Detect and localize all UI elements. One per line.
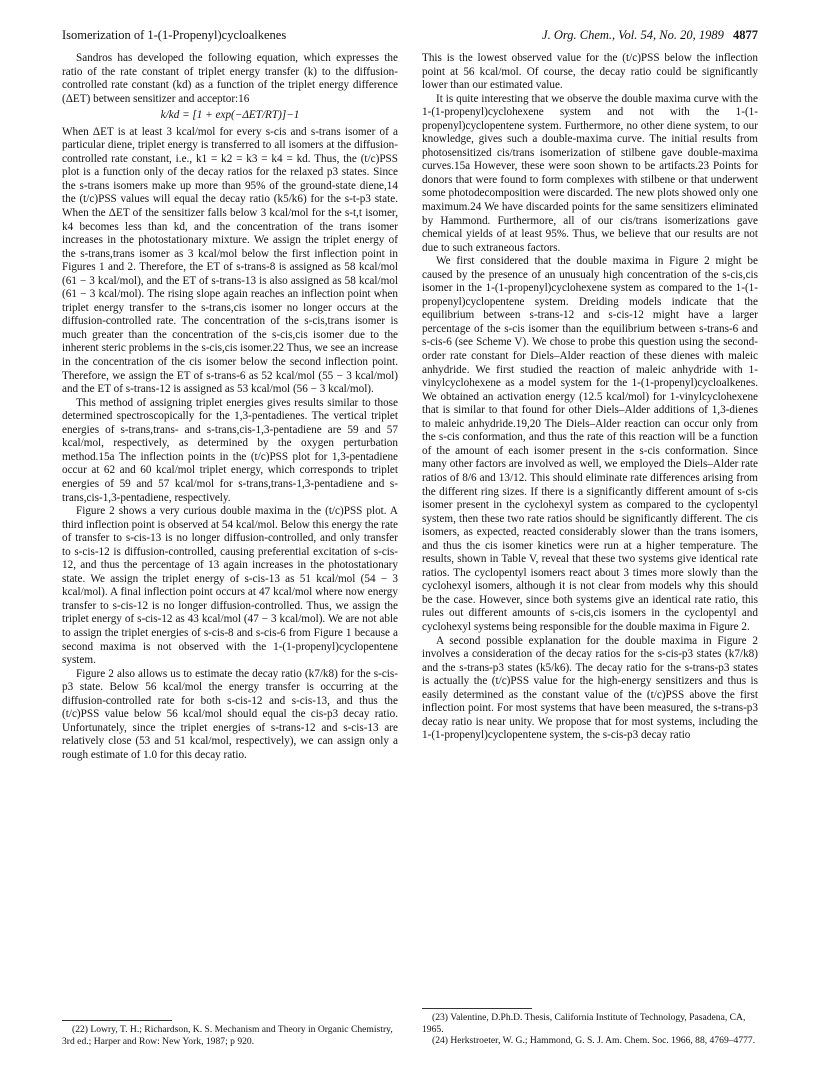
- paragraph: We first considered that the double maxima in Figure 2 might be caused by the presence of an unusualy high concentration of the s-cis,cis isomer in the 1-(1-propenyl)cyclohexene system as compared to the 1-(1-propenyl)cyclopentene system. Dreiding models indicate that the equilibrium between s-trans-12 and s-cis-12 might have a larger percentage of the s-cis isomer than the equilibrium between s-trans-6 and s-cis-6 (see Scheme V). We chose to probe this question using the second-order rate constant for Diels–Alder reaction of these dienes with maleic anhydride. We first studied the reaction of maleic anhydride with 1-vinylcyclohexene as a model system for the 1-(1-propenyl)cycloalkenes. We obtained an activation energy (12.5 kcal/mol) for 1-vinylcyclohexene that is similar to that found for other Diels–Alder additions of 1,3-dienes to maleic anhydride.19,20 The Diels–Alder reaction can occur only from the s-cis conformation, and thus the rate of this reaction will be a function of the amount of each isomer present in the s-cis conformation. Since many other factors are involved as well, we employed the Diels–Alder rate ratios of 8/6 and 13/12. This should eliminate rate differences arising from the different ring sizes. If there is a significantly different amount of s-cis isomer present in the cyclohexyl system as compared to the cyclopentyl system, then these two rate ratios should be significantly different. The cis isomers, as expected, reacted considerably slower than the trans isomers, and thus the cis isomer kinetics were run at a higher temperature. The results, shown in Table V, reveal that these two systems give identical rate ratios. The cyclopentyl isomers react about 3 times more slowly than the cyclohexyl isomers, although it is not clear from models why this should be the case. However, since both systems give an identical rate ratio, this rules out different amounts of s-cis,cis isomers in the cyclopentyl and cyclohexyl systems being responsible for the double maxima in Figure 2.: [422, 255, 758, 633]
- left-footnotes: [62, 1014, 398, 1047]
- footnote: (22) Lowry, T. H.; Richardson, K. S. Mechanism and Theory in Organic Chemistry, 3rd ed.; Harper and Row: New York, 1987; p 920.: [62, 1024, 393, 1047]
- paragraph: This method of assigning triplet energies gives results similar to those determined spectroscopically for the 1,3-pentadienes. The vertical triplet energies of s-trans,trans- and s-trans,cis-1,3-pentadiene are 59 and 57 kcal/mol, respectively, as determined by the oxygen perturbation method.15a The inflection points in the (t/c)PSS plot for 1,3-pentadiene occur at 62 and 60 kcal/mol triplet energy, which corresponds to triplet energies of 59 and 57 kcal/mol for s-trans,trans-1,3-pentadiene and s-trans,cis-1,3-pentadiene, respectively.: [62, 396, 398, 504]
- page-number: 4877: [733, 28, 758, 42]
- right-footnotes: [422, 1002, 758, 1047]
- paragraph: Figure 2 shows a very curious double maxima in the (t/c)PSS plot. A third inflection point is observed at 54 kcal/mol. Below this energy the rate of transfer to s-cis-13 is no longer diffusion-controlled, and only transfer to s-cis-12 is diffusion-controlled, causing preferential excitation of s-cis-12, and thus the percentage of 13 again increases in the photostationary state. We assign the triplet energy of s-cis-13 as 51 kcal/mol (54 − 3 kcal/mol). A final inflection point occurs at 47 kcal/mol where now energy transfer to s-cis-12 is no longer diffusion-controlled. Thus, we assign the triplet energy of s-cis-12 as 43 kcal/mol (47 − 3 kcal/mol). We are not able to assign the triplet energies of s-cis-8 and s-cis-6 from Figure 1 because a second maxima is not observed with the 1-(1-propenyl)cyclopentene system.: [62, 505, 398, 667]
- footnote: (24) Herkstroeter, W. G.; Hammond, G. S. J. Am. Chem. Soc. 1966, 88, 4769–4777.: [432, 1035, 756, 1046]
- journal-name: J. Org. Chem., Vol. 54, No. 20, 1989: [542, 28, 724, 42]
- paragraph: When ΔET is at least 3 kcal/mol for every s-cis and s-trans isomer of a particular diene, triplet energy is transferred to all isomers at the diffusion-controlled rate constant, i.e., k1 = k2 = k3 = k4 = kd. Thus, the (t/c)PSS plot is a function only of the decay ratios for the relaxed p3 states. Since the s-trans isomers make up more than 95% of the ground-state diene,14 the (t/c)PSS values will equal the decay ratio (k5/k6) for the s-t-p3 state. When the ΔET of the sensitizer falls below 3 kcal/mol for the s-t,t isomer, k4 becomes less than kd, and the concentration of the trans isomer increases in the photostationary mixture. We assign the triplet energy of the s-trans,trans isomer as 3 kcal/mol below the first inflection point in Figures 1 and 2. Therefore, the ET of s-trans-8 is assigned as 58 kcal/mol (61 − 3 kcal/mol), and the ET of s-trans-13 is also assigned as 58 kcal/mol (61 − 3 kcal/mol). The rising slope again reaches an inflection point when triplet energy transfer to the s-trans,cis isomer no longer occurs at the diffusion-controlled rate. The concentration of the s-cis,trans isomer is much greater than the concentration of the s-cis,cis isomer due to the inherent steric problems in the s-cis,cis isomer.22 Thus, we see an increase in the concentration of the cis isomer below the second inflection point. Therefore, we assign the ET of s-trans-6 as 52 kcal/mol (55 − 3 kcal/mol) and the ET of s-trans-12 is assigned as 53 kcal/mol (56 − 3 kcal/mol).: [62, 125, 398, 396]
- journal-citation: [542, 28, 758, 43]
- paragraph: A second possible explanation for the double maxima in Figure 2 involves a consideration of the decay ratios for the s-cis-p3 states (k7/k8) and the s-trans-p3 states (k5/k6). The decay ratio for the s-trans-p3 states is actually the (t/c)PSS value for the high-energy sensitizers and thus is easily determined as the constant value of the (t/c)PSS above the first inflection point. For most systems that have been measured, the s-trans-p3 decay ratio is near unity. We propose that for most systems, including the 1-(1-propenyl)cyclopentene system, the s-cis-p3 decay ratio: [422, 634, 758, 742]
- right-column: [422, 52, 758, 743]
- footnote-rule: [422, 1008, 532, 1009]
- paragraph: This is the lowest observed value for the (t/c)PSS below the inflection point at 56 kcal/mol. Of course, the decay ratio could be significantly lower than our estimated value.: [422, 52, 758, 92]
- running-head: [62, 28, 758, 43]
- equation: k/kd = [1 + exp(−ΔET/RT)]−1: [160, 109, 300, 122]
- paragraph: Figure 2 also allows us to estimate the decay ratio (k7/k8) for the s-cis-p3 state. Below 56 kcal/mol the energy transfer is occurring at the diffusion-controlled rate for both s-cis-12 and s-cis-13, and thus the (t/c)PSS value below 56 kcal/mol should equal the cis-p3 decay ratio. Unfortunately, since the triplet energies of s-trans-12 and s-cis-13 are relatively close (53 and 51 kcal/mol, respectively), we can assign only a rough estimate of 1.0 for this decay ratio.: [62, 667, 398, 761]
- footnote-rule: [62, 1020, 172, 1021]
- paragraph: It is quite interesting that we observe the double maxima curve with the 1-(1-propenyl)cyclohexene system and not with the 1-(1-propenyl)cyclopentene system. Furthermore, no other diene system, to our knowledge, gives such a double-maxima curve. The initial results from photosensitized cis/trans isomerization of stilbene gave double-maxima curves.15a However, these were soon shown to be artifacts.23 Points for donors that were found to form complexes with stilbene or that underwent some photodecomposition were discarded. The new plots showed only one maximum.24 We have discarded points for the same sensitizers eliminated by Hammond. Furthermore, all of our cis/trans isomerizations gave chemical yields of at least 95%. Thus, we believe that our results are not due to such extraneous factors.: [422, 92, 758, 254]
- paragraph: Sandros has developed the following equation, which expresses the ratio of the rate constant of triplet energy transfer (k) to the diffusion-controlled rate constant (kd) as a function of the triplet energy difference (ΔET) between sensitizer and acceptor:16: [62, 52, 398, 105]
- footnote: (23) Valentine, D.Ph.D. Thesis, California Institute of Technology, Pasadena, CA, 1965.: [422, 1012, 746, 1035]
- left-column: [62, 52, 398, 762]
- running-title: Isomerization of 1-(1-Propenyl)cycloalkenes: [62, 28, 287, 42]
